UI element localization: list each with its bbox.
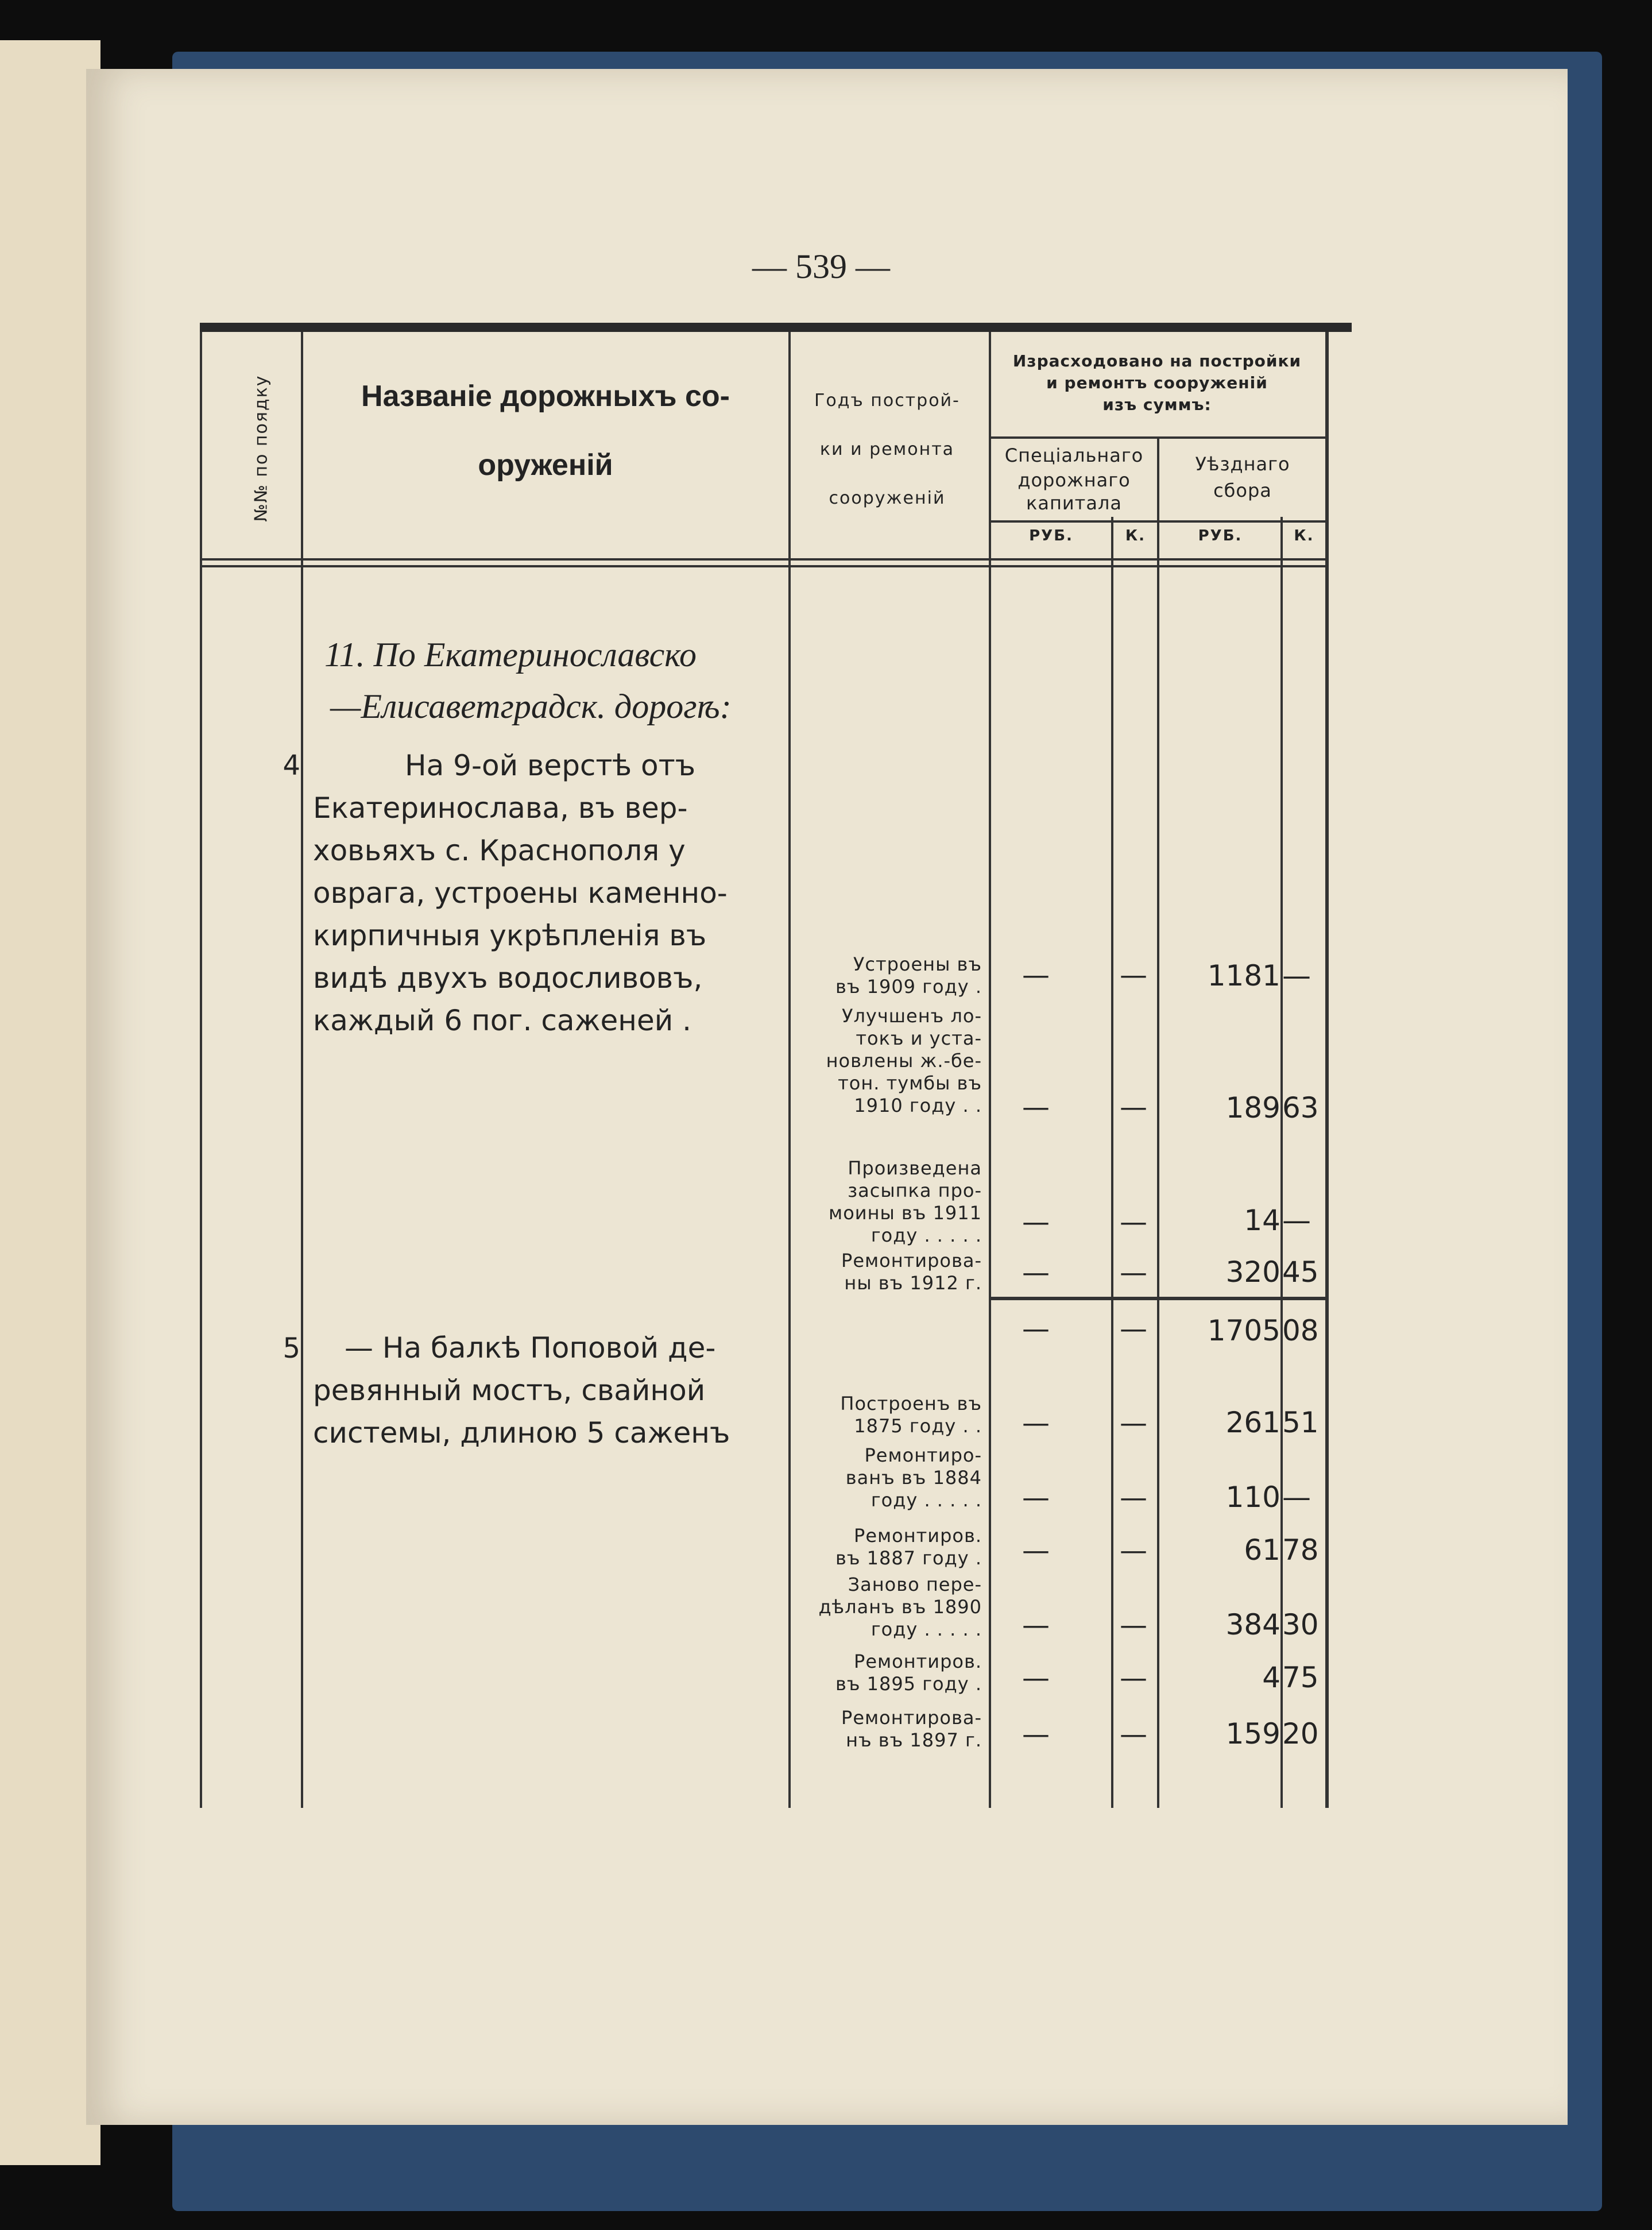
uezd-kop: 20 [1282, 1717, 1319, 1750]
left-page-edge [0, 40, 100, 2165]
row-year-note: Заново пере- дѣланъ въ 1890 году . . . . . [818, 1574, 982, 1640]
uezd-kop: 78 [1282, 1533, 1319, 1567]
col-line-right [1325, 332, 1329, 1808]
special-kop: — [1120, 1609, 1147, 1641]
special-rub: — [1022, 1535, 1050, 1567]
row-year-note: Ремонтирова- нъ въ 1897 г. [841, 1707, 982, 1751]
special-kop: — [1120, 1206, 1147, 1238]
special-kop-subtotal: — [1120, 1313, 1147, 1345]
special-kop: — [1120, 1407, 1147, 1439]
header-col-year: Годъ построй- ки и ремонта сооруженій [814, 391, 960, 508]
col-line-special-kop [1111, 517, 1113, 1808]
header-col-no: №№ по поядку [251, 374, 272, 522]
header-unit-rub-uezd: РУБ. [1198, 527, 1243, 544]
uezd-rub: 320 [1225, 1255, 1280, 1289]
special-rub: — [1022, 1609, 1050, 1641]
subtotal-rule [989, 1297, 1326, 1300]
header-bottom-rule-2 [200, 565, 1326, 567]
header-spent-rule [989, 436, 1326, 439]
row-year-note: Ремонтиров. въ 1887 году . [835, 1525, 982, 1569]
col-line-no [301, 332, 303, 1808]
header-col-spent: Израсходовано на постройки и ремонтъ сооруженій изъ суммъ: [1012, 351, 1302, 414]
row-year-note: Произведена засыпка про- моины въ 1911 году . . . . . [829, 1157, 982, 1246]
uezd-rub: 14 [1244, 1204, 1280, 1237]
special-kop: — [1120, 1535, 1147, 1567]
header-col-uezd: Уѣзднаго сбора [1195, 453, 1290, 501]
header-bottom-rule [200, 558, 1326, 561]
uezd-kop: 75 [1282, 1661, 1319, 1694]
entry-number: 5 [283, 1332, 300, 1365]
uezd-rub-subtotal: 1705 [1207, 1314, 1280, 1347]
special-kop: — [1120, 1718, 1147, 1750]
special-rub: — [1022, 1206, 1050, 1238]
special-rub: — [1022, 1091, 1050, 1123]
uezd-kop: 45 [1282, 1255, 1319, 1289]
uezd-rub: 1181 [1207, 959, 1280, 992]
special-rub: — [1022, 959, 1050, 991]
header-col-name: Названіе дорожныхъ со- оруженій [361, 380, 730, 482]
col-line-name [788, 332, 791, 1808]
special-rub: — [1022, 1718, 1050, 1750]
header-col-special: Спеціальнаго дорожнаго капитала [1004, 445, 1144, 514]
special-kop: — [1120, 959, 1147, 991]
row-year-note: Ремонтиров. въ 1895 году . [835, 1651, 982, 1695]
uezd-rub: 4 [1262, 1661, 1280, 1694]
uezd-rub: 159 [1225, 1717, 1280, 1750]
uezd-kop: — [1282, 1481, 1311, 1514]
row-year-note: Ремонтирова- ны въ 1912 г. [841, 1250, 982, 1294]
uezd-kop: — [1282, 959, 1311, 992]
entry-description: На 9-ой верстѣ отъ Екатеринослава, въ вер- ховьяхъ с. Краснополя у оврага, устроены каменно- кирпичныя укрѣпленія въ видѣ двухъ водосливовъ, каждый 6 пог. саженей . [313, 749, 728, 1037]
uezd-kop: 63 [1282, 1091, 1319, 1124]
special-rub: — [1022, 1662, 1050, 1694]
header-sub-rule [989, 520, 1326, 523]
col-line-left [200, 332, 202, 1808]
row-year-note: Построенъ въ 1875 году . . [840, 1393, 982, 1437]
entry-number: 4 [283, 749, 300, 782]
uezd-kop: 51 [1282, 1406, 1319, 1439]
uezd-rub: 261 [1225, 1406, 1280, 1439]
special-rub-subtotal: — [1022, 1313, 1050, 1345]
uezd-rub: 189 [1225, 1091, 1280, 1124]
uezd-kop: — [1282, 1204, 1311, 1237]
header-unit-kop-special: К. [1125, 527, 1146, 544]
page-number: — 539 — [752, 248, 890, 285]
special-rub: — [1022, 1407, 1050, 1439]
row-year-note: Улучшенъ ло- токъ и уста- новлены ж.-бе- тон. тумбы въ 1910 году . . [826, 1005, 982, 1116]
uezd-kop-subtotal: 08 [1282, 1314, 1319, 1347]
special-kop: — [1120, 1091, 1147, 1123]
header-unit-rub-special: РУБ. [1029, 527, 1073, 544]
col-line-year [989, 332, 991, 1808]
uezd-rub: 61 [1244, 1533, 1280, 1567]
special-kop: — [1120, 1482, 1147, 1514]
table-top-rule [200, 323, 1352, 332]
special-rub: — [1022, 1482, 1050, 1514]
special-kop: — [1120, 1257, 1147, 1289]
row-year-note: Устроены въ въ 1909 году . [835, 953, 982, 998]
row-year-note: Ремонтиро- ванъ въ 1884 году . . . . . [845, 1444, 982, 1511]
uezd-kop: 30 [1282, 1608, 1319, 1641]
uezd-rub: 110 [1225, 1481, 1280, 1514]
col-line-special-uezd [1157, 436, 1159, 1808]
section-title: 11. По Екатеринославско —Елисаветградск. дорогѣ: [324, 636, 732, 725]
entry-description: — На балкѣ Поповой де- ревянный мостъ, свайной системы, длиною 5 саженъ [313, 1331, 730, 1450]
uezd-rub: 384 [1225, 1608, 1280, 1641]
special-rub: — [1022, 1257, 1050, 1289]
header-unit-kop-uezd: К. [1294, 527, 1314, 544]
special-kop: — [1120, 1662, 1147, 1694]
